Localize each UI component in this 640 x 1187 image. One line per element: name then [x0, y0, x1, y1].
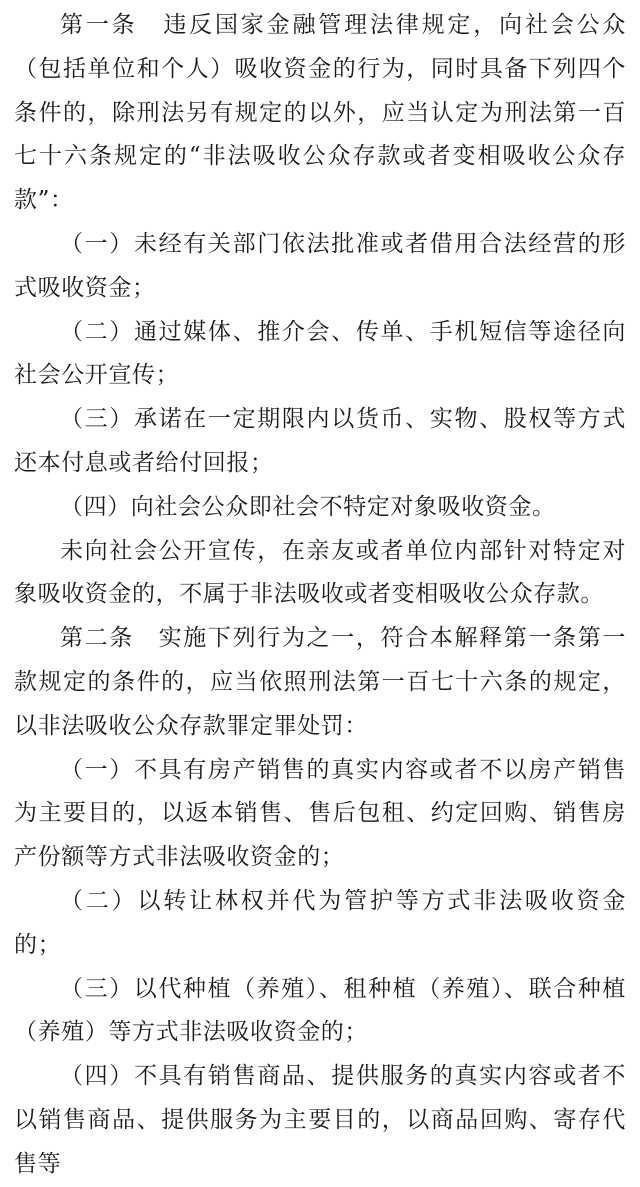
article-2-item-3: （三）以代种植（养殖）、租种植（养殖）、联合种植（养殖）等方式非法吸收资金的；: [14, 975, 626, 1046]
article-1-item-1: （一）未经有关部门依法批准或者借用合法经营的形式吸收资金；: [14, 230, 626, 301]
article-1-paragraph: 第一条 违反国家金融管理法律规定，向社会公众（包括单位和个人）吸收资金的行为，同时具备下列四个条件的，除刑法另有规定的以外，应当认定为刑法第一百七十六条规定的“非法吸收公众存款或者变相吸收公众存款”：: [14, 12, 626, 214]
article-2-paragraph: 第二条 实施下列行为之一，符合本解释第一条第一款规定的条件的，应当依照刑法第一百七十六条的规定，以非法吸收公众存款罪定罪处罚：: [14, 625, 626, 739]
article-1-second-paragraph: 未向社会公开宣传，在亲友或者单位内部针对特定对象吸收资金的，不属于非法吸收或者变相吸收公众存款。: [14, 537, 626, 608]
article-1-item-4: （四）向社会公众即社会不特定对象吸收资金。: [60, 493, 556, 520]
article-2-item-1: （一）不具有房产销售的真实内容或者不以房产销售为主要目的，以返本销售、售后包租、约定回购、销售房产份额等方式非法吸收资金的；: [14, 756, 626, 871]
article-1-item-2: （二）通过媒体、推介会、传单、手机短信等途径向社会公开宣传；: [14, 318, 626, 389]
article-2-item-2: （二）以转让林权并代为管护等方式非法吸收资金的；: [14, 887, 626, 958]
article-1-item-3: （三）承诺在一定期限内以货币、实物、股权等方式还本付息或者给付回报；: [14, 406, 626, 476]
article-2-item-4: （四）不具有销售商品、提供服务的真实内容或者不以销售商品、提供服务为主要目的，以商品回购、寄存代售等: [14, 1063, 626, 1177]
